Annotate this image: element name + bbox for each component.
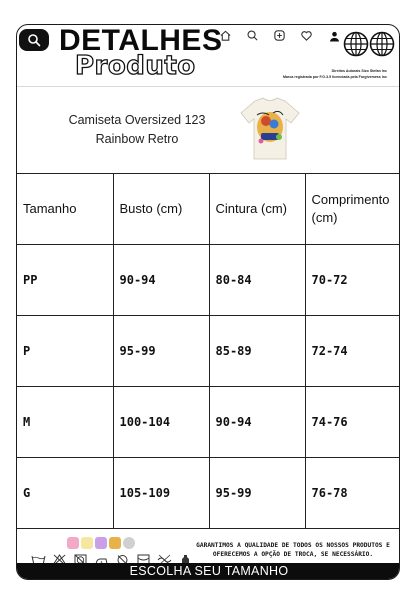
waist-cell: 80-84 bbox=[209, 245, 305, 316]
column-header: Tamanho bbox=[17, 174, 113, 245]
page-title: DETALHES bbox=[59, 24, 223, 57]
page-subtitle: Produto bbox=[75, 51, 196, 81]
sticker-icon bbox=[95, 537, 107, 549]
heart-icon[interactable] bbox=[300, 29, 313, 42]
bust-cell: 105-109 bbox=[113, 458, 209, 529]
waist-cell: 95-99 bbox=[209, 458, 305, 529]
quality-guarantee: GARANTIMOS A QUALIDADE DE TODOS OS NOSSOS PRODUTOS E OFERECEMOS A OPÇÃO DE TROCA, SE NECESSÁRIO. bbox=[196, 542, 390, 558]
globe-icon bbox=[343, 31, 369, 57]
choose-size-banner[interactable]: ESCOLHA SEU TAMANHO bbox=[17, 563, 400, 579]
table-header-row bbox=[17, 174, 400, 245]
home-icon[interactable] bbox=[219, 29, 232, 42]
waist-cell: 85-89 bbox=[209, 316, 305, 387]
waist-cell: 90-94 bbox=[209, 387, 305, 458]
product-row bbox=[17, 87, 400, 173]
bust-cell: 100-104 bbox=[113, 387, 209, 458]
column-header: Cintura (cm) bbox=[209, 174, 305, 245]
tshirt-image[interactable] bbox=[239, 97, 301, 161]
bust-cell: 90-94 bbox=[113, 245, 209, 316]
bust-cell: 95-99 bbox=[113, 316, 209, 387]
size-cell: P bbox=[17, 316, 113, 387]
size-cell: PP bbox=[17, 245, 113, 316]
column-header: Comprimento (cm) bbox=[305, 174, 400, 245]
table-row bbox=[17, 316, 400, 387]
search-icon bbox=[27, 33, 41, 47]
length-cell: 70-72 bbox=[305, 245, 400, 316]
product-name: Camiseta Oversized 123 Rainbow Retro bbox=[68, 113, 206, 146]
sticker-strip bbox=[67, 537, 135, 549]
copyright-note: Direitos Autorais Sizo Stefan Inc Marca registrada por F.G.3.5 licenciada pela Forgivemess Inc bbox=[282, 69, 387, 79]
table-row bbox=[17, 458, 400, 529]
sticker-icon bbox=[109, 537, 121, 549]
add-icon[interactable] bbox=[273, 29, 286, 42]
nav-bar bbox=[219, 29, 313, 42]
header bbox=[17, 25, 400, 87]
table-row bbox=[17, 387, 400, 458]
search-icon[interactable] bbox=[246, 29, 259, 42]
size-guide-card bbox=[16, 24, 400, 580]
sticker-icon bbox=[81, 537, 93, 549]
size-cell: G bbox=[17, 458, 113, 529]
column-header: Busto (cm) bbox=[113, 174, 209, 245]
search-button[interactable] bbox=[19, 29, 49, 51]
length-cell: 74-76 bbox=[305, 387, 400, 458]
length-cell: 76-78 bbox=[305, 458, 400, 529]
size-table bbox=[17, 173, 400, 529]
table-row bbox=[17, 245, 400, 316]
length-cell: 72-74 bbox=[305, 316, 400, 387]
sticker-icon bbox=[67, 537, 79, 549]
size-cell: M bbox=[17, 387, 113, 458]
globe-icon bbox=[369, 31, 395, 57]
user-icon[interactable] bbox=[329, 31, 340, 42]
sticker-icon bbox=[123, 537, 135, 549]
